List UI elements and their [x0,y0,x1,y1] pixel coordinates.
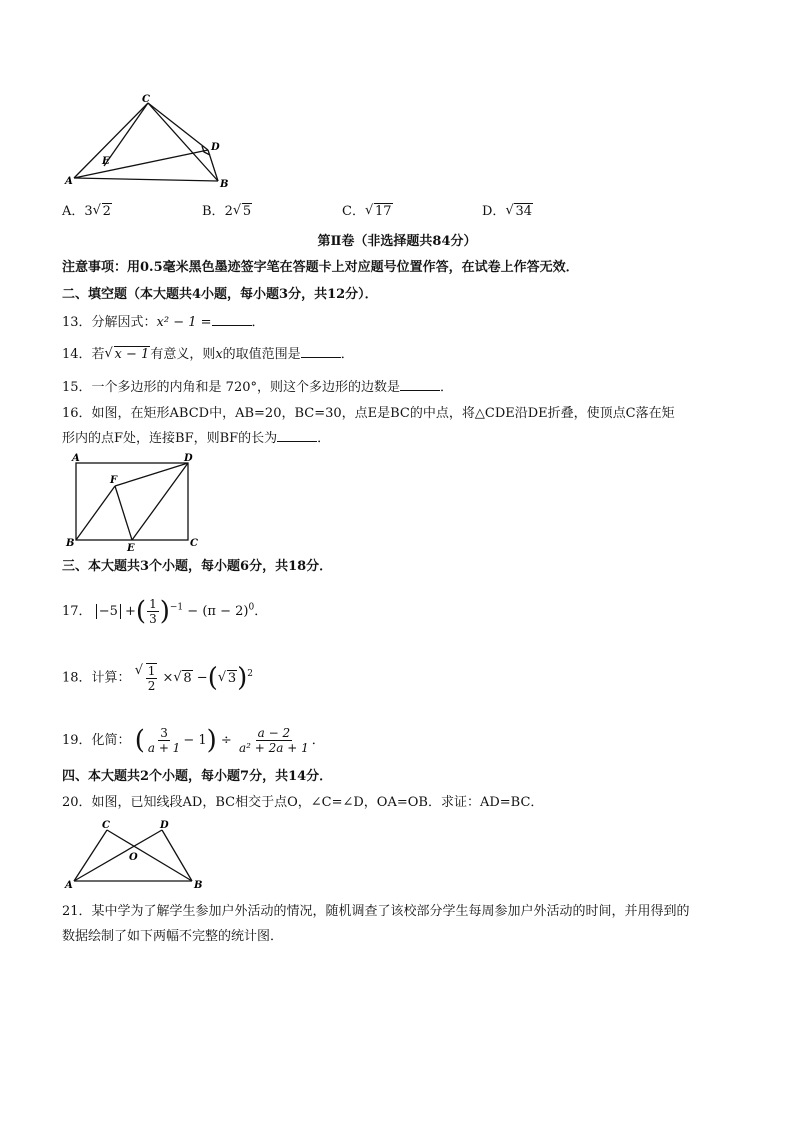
figure-cross [62,818,212,892]
answer-blank-14[interactable] [301,345,341,358]
figure-triangle [60,92,230,190]
label-B: B [220,179,229,190]
answer-blank-16[interactable] [277,429,317,442]
part4-header: 四、本大题共2个小题，每小题7分，共14分． [62,769,333,784]
label-B: B [66,538,75,549]
label-A: A [65,176,73,187]
question-15: 15．一个多边形的内角和是 720°，则这个多边形的边数是 ． [62,380,454,395]
question-17: 17． −5 +( $\frac{1}{3}$ )$^{-1} - (\pi - 2)^0$． [62,596,268,627]
part2-header: 二、填空题（本大题共4小题，每小题3分，共12分）． [62,287,378,302]
label-C: C [102,820,110,831]
label-A: A [65,880,73,891]
option-c[interactable]: C．√ 17 [342,202,393,222]
answer-blank-15[interactable] [400,378,440,391]
question-18: 18．计算： √ $\frac{1}{2}$ ×√ 8 −(√ 3)$^2$ [62,663,253,693]
label-F: F [110,475,118,486]
question-13: 13．分解因式：x² − 1 = ． [62,315,265,330]
label-E: E [127,543,135,554]
figure-rectangle [62,450,212,554]
label-C: C [142,94,150,105]
question-19: 19．化简： ( $\frac{3}{a + 1}$ − 1) ÷ $\frac{a - 2}{\text{a² + 2a + 1}}$ ． [62,725,325,756]
label-C: C [190,538,198,549]
question-16-line2: 形内的点F处，连接BF，则BF的长为 ． [62,431,331,446]
option-b[interactable]: B．2√ 5 [202,202,252,222]
option-a[interactable]: A．3√ 2 [62,202,112,222]
option-d[interactable]: D．√ 34 [482,202,533,222]
label-O: O [129,852,138,863]
label-D: D [211,142,220,153]
part3-header: 三、本大题共3个小题，每小题6分，共18分． [62,559,333,574]
question-20: 20．如图，已知线段AD，BC相交于点O，∠C=∠D，OA=OB．求证：AD=BC． [62,795,544,810]
label-D: D [184,453,193,464]
question-14: 14．若√ x − 1有意义，则x的取值范围是 ． [62,345,354,364]
label-B: B [194,880,203,891]
notice: 注意事项：用0.5毫米黑色墨迹签字笔在答题卡上对应题号位置作答，在试卷上作答无效． [62,260,579,275]
label-E: E [102,156,110,167]
label-D: D [160,820,169,831]
answer-blank-13[interactable] [212,313,252,326]
section-title: 第Ⅱ卷（非选择题共84分） [317,234,477,249]
question-16-line1: 16．如图，在矩形ABCD中，AB=20，BC=30，点E是BC的中点，将△CDE沿DE折叠，使顶点C落在矩 [62,406,675,421]
question-21-line1: 21．某中学为了解学生参加户外活动的情况，随机调查了该校部分学生每周参加户外活动的时间，并用得到的 [62,904,690,919]
label-A: A [72,453,80,464]
question-21-line2: 数据绘制了如下两幅不完整的统计图． [62,929,284,944]
